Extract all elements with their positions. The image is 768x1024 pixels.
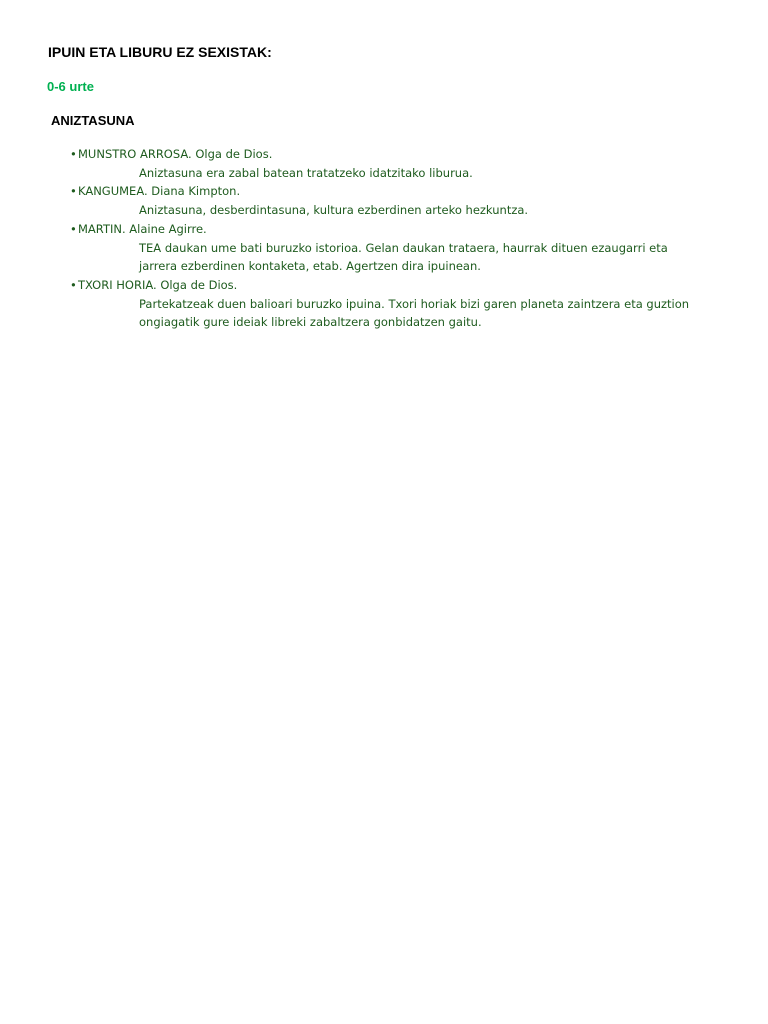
page-title: IPUIN ETA LIBURU EZ SEXISTAK: <box>48 44 272 60</box>
book-item <box>70 220 710 276</box>
bullet-icon: • <box>70 147 77 161</box>
book-title: TXORI HORIA. Olga de Dios. <box>78 277 238 292</box>
section-heading: ANIZTASUNA <box>51 113 135 128</box>
book-description: Aniztasuna, desberdintasuna, kultura ezberdinen arteko hezkuntza. <box>139 203 529 218</box>
book-list <box>70 145 710 332</box>
bullet-icon: • <box>70 221 77 236</box>
book-description: Partekatzeak duen balioari buruzko ipuina. Txori horiak bizi garen planeta zaintzera eta guztion ongiagatik gure ideiak libreki zabaltzera gonbidatzen gaitu. <box>139 296 690 330</box>
book-item <box>70 145 710 182</box>
book-description: Aniztasuna era zabal batean tratatzeko idatzitako liburua. <box>139 165 473 180</box>
book-description: TEA daukan ume bati buruzko istorioa. Gelan daukan trataera, haurrak dituen ezaugarri eta jarrera ezberdinen kontaketa, etab. Agertzen dira ipuinean. <box>139 240 668 274</box>
book-item <box>70 182 710 219</box>
bullet-icon: • <box>70 184 77 199</box>
bullet-icon: • <box>70 277 77 292</box>
book-title: KANGUMEA. Diana Kimpton. <box>78 184 241 199</box>
book-title: MUNSTRO ARROSA. Olga de Dios. <box>78 147 273 161</box>
book-item <box>70 276 710 332</box>
age-range-heading: 0-6 urte <box>47 79 94 94</box>
book-title: MARTIN. Alaine Agirre. <box>78 221 207 236</box>
